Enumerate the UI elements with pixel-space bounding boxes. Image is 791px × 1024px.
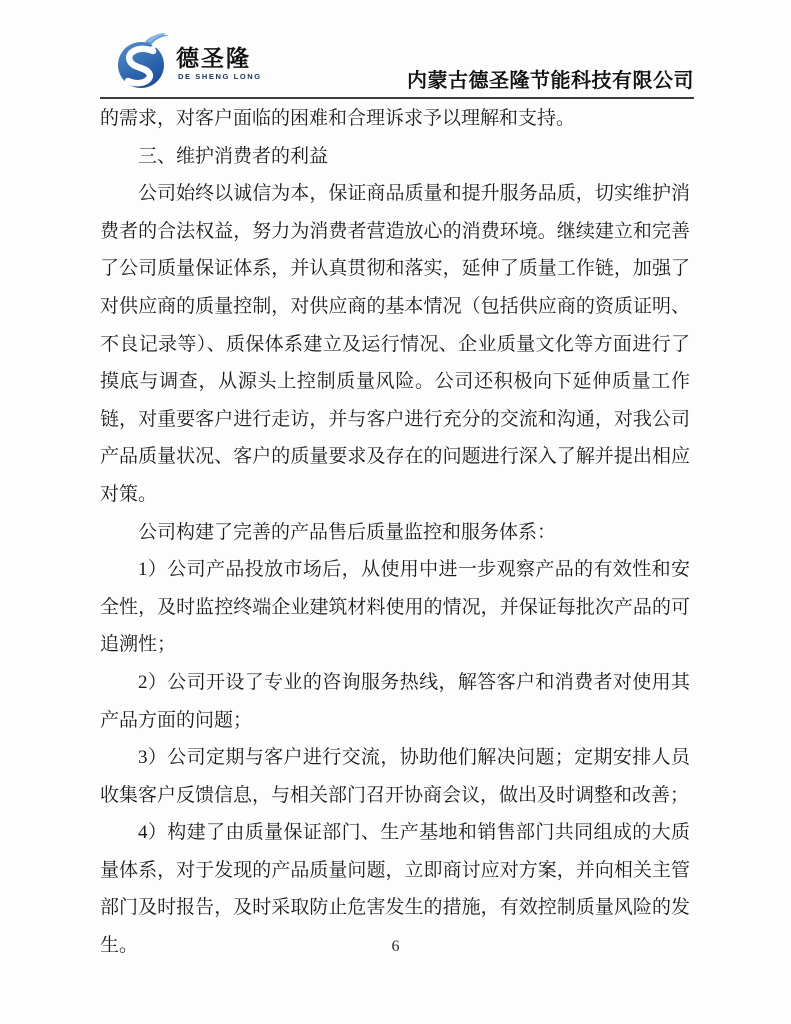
document-body xyxy=(100,100,690,965)
company-logo xyxy=(114,31,262,91)
list-item: 1）公司产品投放市场后，从使用中进一步观察产品的有效性和安全性，及时监控终端企业建筑材料使用的情况，并保证每批次产品的可追溯性； xyxy=(100,559,690,656)
logo-brand-english: DE SHENG LONG xyxy=(178,72,262,81)
page-number: 6 xyxy=(391,938,400,955)
page-header xyxy=(100,0,694,99)
logo-brand-chinese: 德圣隆 xyxy=(176,45,251,71)
dragon-s-logo-icon xyxy=(114,31,172,91)
logo-wordmark xyxy=(176,31,262,81)
list-item: 2）公司开设了专业的咨询服务热线，解答客户和消费者对使用其产品方面的问题； xyxy=(100,671,690,731)
paragraph-continuation: 的需求，对客户面临的困难和合理诉求予以理解和支持。 xyxy=(100,108,576,129)
list-item: 3）公司定期与客户进行交流，协助他们解决问题；定期安排人员收集客户反馈信息，与相关部门召开协商会议，做出及时调整和改善； xyxy=(100,747,690,806)
header-rule xyxy=(100,97,694,99)
list-item: 4）构建了由质量保证部门、生产基地和销售部门共同组成的大质量体系，对于发现的产品质量问题，立即商讨应对方案，并向相关主管部门及时报告，及时采取防止危害发生的措施，有效控制质量风险的发生。 xyxy=(100,822,690,957)
section-heading: 三、维护消费者的利益 xyxy=(138,145,329,167)
paragraph: 公司始终以诚信为本，保证商品质量和提升服务品质，切实维护消费者的合法权益，努力为消费者营造放心的消费环境。继续建立和完善了公司质量保证体系，并认真贯彻和落实，延伸了质量工作链，加强了对供应商的质量控制，对供应商的基本情况（包括供应商的资质证明、不良记录等）、质保体系建立及运行情况、企业质量文化等方面进行了摸底与调查，从源头上控制质量风险。公司还积极向下延伸质量工作链，对重要客户进行走访，并与客户进行充分的交流和沟通，对我公司产品质量状况、客户的质量要求及存在的问题进行深入了解并提出相应对策。 xyxy=(100,183,690,505)
paragraph: 公司构建了完善的产品售后质量监控和服务体系： xyxy=(138,521,557,543)
company-name: 内蒙古德圣隆节能科技有限公司 xyxy=(407,70,694,92)
